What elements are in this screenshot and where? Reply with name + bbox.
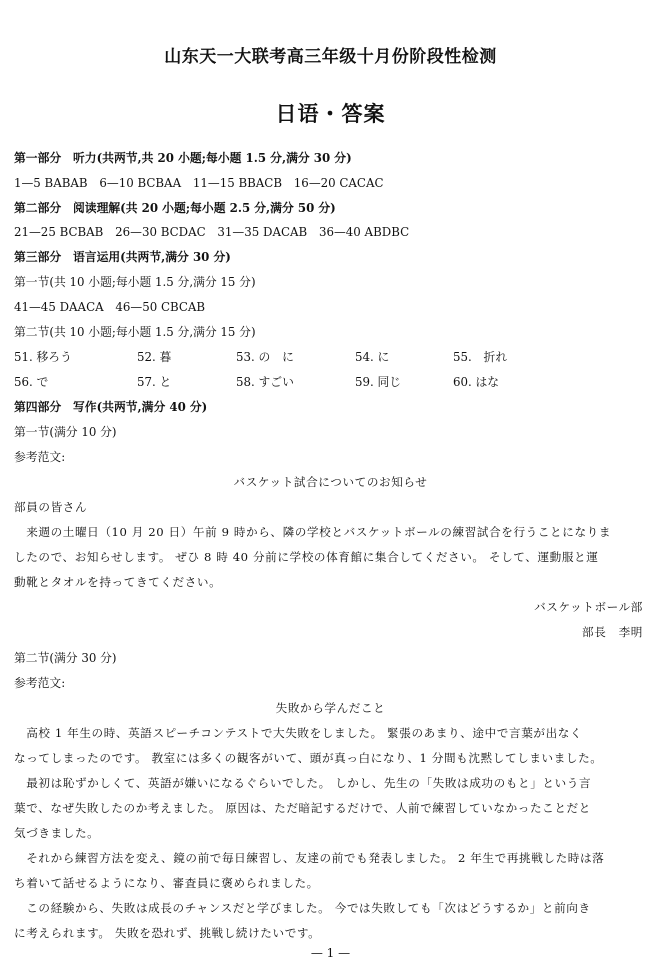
essay1-signature-org: バスケットボール部 bbox=[534, 600, 643, 614]
part3-section1-heading: 第一节(共 10 小题;每小题 1.5 分,满分 15 分) bbox=[14, 275, 256, 289]
part4-section1-heading: 第一节(满分 10 分) bbox=[14, 425, 117, 439]
part2-answers: 21—25 BCBAB 26—30 BCDAC 31—35 DACAB 36—40 ABDBC bbox=[14, 225, 410, 239]
essay1-signature-name: 部長 李明 bbox=[582, 625, 643, 639]
answer-59: 59. 同じ bbox=[355, 375, 402, 389]
part3-section2-heading: 第二节(共 10 小题;每小题 1.5 分,满分 15 分) bbox=[14, 325, 256, 339]
essay1-title: バスケット試合についてのお知らせ bbox=[233, 475, 428, 489]
page-subtitle: 日语・答案 bbox=[275, 101, 386, 126]
part3-section1-answers: 41—45 DAACA 46—50 CBCAB bbox=[14, 300, 206, 314]
essay2-line: 気づきました。 bbox=[14, 826, 100, 840]
essay1-greeting: 部員の皆さん bbox=[14, 500, 88, 514]
answer-58: 58. すごい bbox=[236, 375, 294, 389]
essay1-line: 動靴とタオルを持ってきてください。 bbox=[14, 575, 222, 589]
answer-56: 56. で bbox=[14, 375, 49, 389]
answer-53: 53. の に bbox=[236, 350, 294, 364]
essay2-line: 最初は恥ずかしくて、英語が嫌いになるぐらいでした。 しかし、先生の「失敗は成功のもと」という言 bbox=[14, 776, 592, 790]
essay2-line: 高校 1 年生の時、英語スピーチコンテストで大失敗をしました。 緊張のあまり、途中で言葉が出なく bbox=[14, 726, 583, 740]
sample-label-2: 参考范文: bbox=[14, 676, 66, 690]
essay2-line: それから練習方法を変え、鏡の前で毎日練習し、友達の前でも発表しました。 2 年生で再挑戦した時は落 bbox=[14, 851, 605, 865]
answer-57: 57. と bbox=[137, 375, 172, 389]
part1-heading: 第一部分 听力(共两节,共 20 小题;每小题 1.5 分,满分 30 分) bbox=[14, 151, 352, 165]
answer-60: 60. はな bbox=[453, 375, 500, 389]
answer-51: 51. 移ろう bbox=[14, 350, 72, 364]
part1-answers: 1—5 BABAB 6—10 BCBAA 11—15 BBACB 16—20 CACAC bbox=[14, 176, 384, 190]
part3-heading: 第三部分 语言运用(共两节,满分 30 分) bbox=[14, 250, 231, 264]
essay1-line: したので、お知らせします。 ぜひ 8 時 40 分前に学校の体育館に集合してください。 そして、運動服と運 bbox=[14, 550, 599, 564]
essay2-line: ち着いて話せるようになり、審査員に褒められました。 bbox=[14, 876, 319, 890]
essay2-title: 失敗から学んだこと bbox=[275, 701, 386, 715]
page-title: 山东天一大联考高三年级十月份阶段性检测 bbox=[164, 47, 497, 67]
essay2-line: この経験から、失敗は成長のチャンスだと学びました。 今では失敗しても「次はどうするか」と前向き bbox=[14, 901, 591, 915]
essay2-line: に考えられます。 失敗を恐れず、挑戦し続けたいです。 bbox=[14, 926, 321, 940]
part4-heading: 第四部分 写作(共两节,满分 40 分) bbox=[14, 400, 208, 414]
answer-52: 52. 暮 bbox=[137, 350, 172, 364]
sample-label: 参考范文: bbox=[14, 450, 66, 464]
essay1-line: 来週の土曜日（10 月 20 日）午前 9 時から、隣の学校とバスケットボールの練習試合を行うことになりま bbox=[14, 525, 612, 539]
essay2-line: 葉で、なぜ失敗したのか考えました。 原因は、ただ暗記するだけで、人前で練習していなかったことだと bbox=[14, 801, 591, 815]
part2-heading: 第二部分 阅读理解(共 20 小题;每小题 2.5 分,满分 50 分) bbox=[14, 201, 336, 215]
part4-section2-heading: 第二节(满分 30 分) bbox=[14, 651, 117, 665]
answer-54: 54. に bbox=[355, 350, 390, 364]
essay2-line: なってしまったのです。 教室には多くの観客がいて、頭が真っ白になり、1 分間も沈黙してしまいました。 bbox=[14, 751, 603, 765]
page-number: — 1 — bbox=[310, 946, 351, 960]
answer-55: 55. 折れ bbox=[453, 350, 508, 364]
